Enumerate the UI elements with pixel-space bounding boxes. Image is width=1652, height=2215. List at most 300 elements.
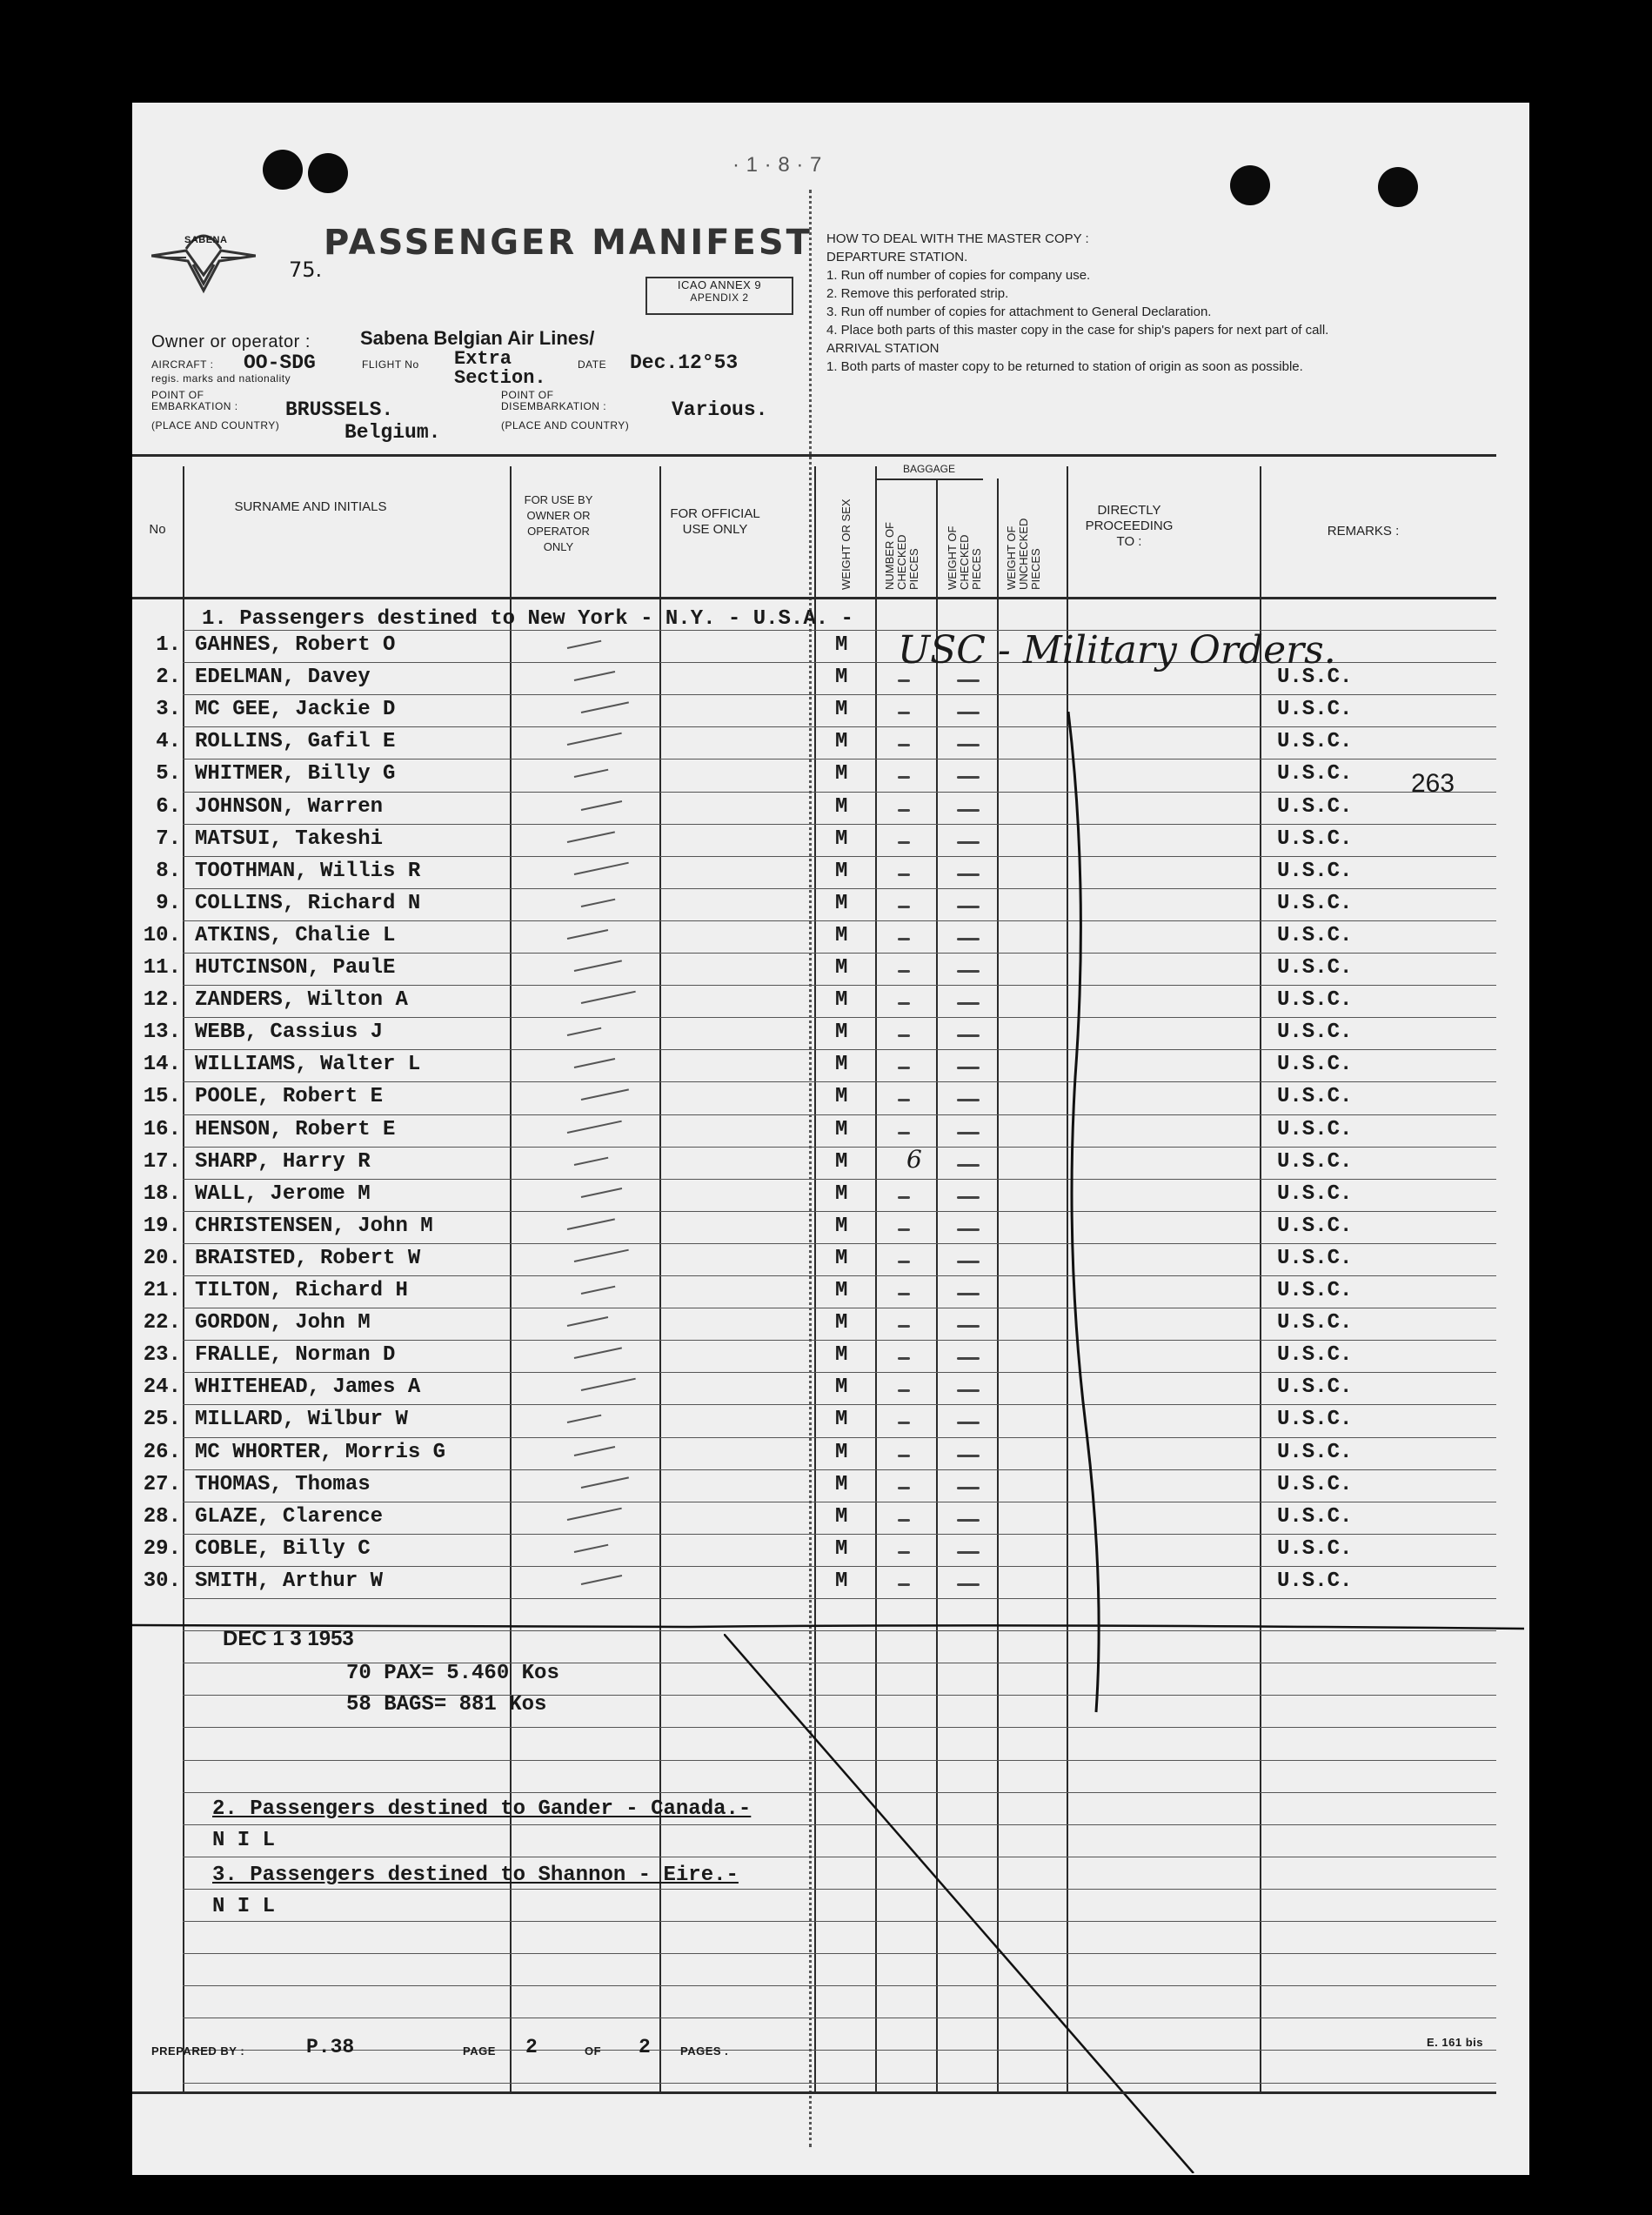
row-name: TOOTHMAN, Willis R: [195, 859, 421, 883]
instruction-4: 4. Place both parts of this master copy in the case for ship's papers for next part of call.: [826, 323, 1329, 338]
check-tick: [567, 1027, 602, 1036]
row-rule: [183, 1147, 1496, 1148]
pieces-dash: [898, 1325, 910, 1328]
pieces-dash: [898, 970, 910, 973]
col-surname: SURNAME AND INITIALS: [234, 499, 387, 514]
row-rule: [183, 1340, 1496, 1341]
col-official-use: FOR OFFICIAL USE ONLY: [670, 506, 760, 537]
of-label: OF: [585, 2044, 602, 2058]
row-number: 1.: [156, 633, 181, 657]
pieces-dash: [898, 1487, 910, 1489]
col-line-3: [659, 466, 661, 2091]
row-sex: M: [835, 1085, 848, 1109]
check-tick: [574, 1348, 622, 1360]
row-rule: [183, 694, 1496, 695]
row-rule: [183, 1049, 1496, 1050]
weight-dash: [957, 1455, 980, 1457]
check-tick: [581, 1476, 629, 1489]
disembark-sub: (PLACE AND COUNTRY): [501, 419, 630, 432]
col-no: No: [149, 522, 166, 537]
row-number: 11.: [143, 956, 181, 980]
row-rule: [183, 920, 1496, 921]
instruction-1: 1. Run off number of copies for company use.: [826, 268, 1091, 283]
check-tick: [574, 1058, 615, 1068]
row-number: 2.: [156, 666, 181, 690]
check-tick: [567, 1415, 602, 1423]
stamp-date: DEC 1 3 1953: [223, 1627, 354, 1650]
row-remarks: U.S.C.: [1277, 666, 1353, 690]
row-remarks: U.S.C.: [1277, 1343, 1353, 1368]
row-remarks: U.S.C.: [1277, 1279, 1353, 1302]
row-sex: M: [835, 1504, 848, 1529]
check-tick: [574, 960, 622, 972]
pieces-dash: [898, 1067, 910, 1069]
row-number: 6.: [156, 794, 181, 819]
row-remarks: U.S.C.: [1277, 1504, 1353, 1529]
baggage-rule: [875, 478, 983, 480]
disembark-value: Various.: [672, 398, 768, 421]
handwritten-number: 263: [1411, 769, 1455, 798]
row-sex: M: [835, 923, 848, 947]
section-2-heading: 2. Passengers destined to Gander - Canada.-: [212, 1797, 752, 1821]
row-rule: [183, 1211, 1496, 1212]
row-remarks: U.S.C.: [1277, 1536, 1353, 1561]
instruction-2: 2. Remove this perforated strip.: [826, 286, 1009, 301]
row-sex: M: [835, 730, 848, 754]
row-name: ROLLINS, Gafil E: [195, 730, 396, 754]
row-name: GLAZE, Clarence: [195, 1504, 384, 1529]
row-number: 20.: [143, 1246, 181, 1270]
weight-dash: [957, 970, 980, 973]
row-name: WILLIAMS, Walter L: [195, 1053, 421, 1077]
row-rule: [183, 1275, 1496, 1276]
row-rule: [183, 953, 1496, 954]
check-tick: [581, 1089, 629, 1101]
icao-line-2: APENDIX 2: [690, 291, 749, 304]
row-sex: M: [835, 988, 848, 1013]
row-sex: M: [835, 1536, 848, 1561]
logo-text: SABENA: [184, 235, 228, 245]
weight-dash: [957, 1002, 980, 1005]
row-number: 18.: [143, 1181, 181, 1206]
row-remarks: U.S.C.: [1277, 1181, 1353, 1206]
row-rule: [183, 726, 1496, 727]
row-number: 5.: [156, 762, 181, 786]
punch-hole-right-1: [1230, 165, 1270, 205]
row-name: WHITMER, Billy G: [195, 762, 396, 786]
row-sex: M: [835, 859, 848, 883]
check-tick: [574, 769, 609, 778]
weight-dash: [957, 744, 980, 746]
row-number: 30.: [143, 1569, 181, 1593]
row-remarks: U.S.C.: [1277, 988, 1353, 1013]
row-rule: [183, 824, 1496, 825]
row-name: SHARP, Harry R: [195, 1149, 371, 1174]
logo-number: 75.: [289, 258, 323, 282]
row-name: GAHNES, Robert O: [195, 633, 396, 657]
row-sex: M: [835, 1343, 848, 1368]
weight-dash: [957, 712, 980, 714]
weight-dash: [957, 1034, 980, 1037]
row-sex: M: [835, 1214, 848, 1238]
row-sex: M: [835, 1408, 848, 1432]
row-remarks: U.S.C.: [1277, 1311, 1353, 1335]
weight-dash: [957, 1487, 980, 1489]
row-number: 13.: [143, 1021, 181, 1045]
row-name: EDELMAN, Davey: [195, 666, 371, 690]
weight-dash: [957, 938, 980, 940]
embark-sub: (PLACE AND COUNTRY): [151, 419, 280, 432]
row-remarks: U.S.C.: [1277, 1375, 1353, 1400]
weight-dash: [957, 1067, 980, 1069]
row-remarks: U.S.C.: [1277, 891, 1353, 915]
section-2-value: N I L: [212, 1829, 276, 1852]
row-number: 26.: [143, 1440, 181, 1464]
handwritten-note: USC - Military Orders.: [898, 628, 1336, 673]
check-tick: [574, 1446, 615, 1456]
weight-dash: [957, 1325, 980, 1328]
aircraft-sub: regis. marks and nationality: [151, 372, 291, 385]
row-remarks: U.S.C.: [1277, 1053, 1353, 1077]
weight-dash: [957, 1099, 980, 1101]
row-sex: M: [835, 1117, 848, 1141]
instruction-3: 3. Run off number of copies for attachment to General Declaration.: [826, 304, 1212, 319]
row-rule: [183, 1469, 1496, 1470]
punch-hole-left-2: [308, 153, 348, 193]
row-rule: [183, 1598, 1496, 1599]
row-rule: [183, 985, 1496, 986]
row-sex: M: [835, 1375, 848, 1400]
prepared-label: PREPARED BY :: [151, 2044, 245, 2058]
aircraft-value: OO-SDG: [244, 351, 316, 374]
instructions-departure: DEPARTURE STATION.: [826, 250, 968, 264]
pieces-dash: [898, 906, 910, 908]
weight-dash: [957, 1583, 980, 1586]
row-name: MATSUI, Takeshi: [195, 826, 384, 851]
row-number: 24.: [143, 1375, 181, 1400]
row-number: 25.: [143, 1408, 181, 1432]
check-tick: [567, 1316, 608, 1327]
row-remarks: U.S.C.: [1277, 1440, 1353, 1464]
row-remarks: U.S.C.: [1277, 1149, 1353, 1174]
row-name: WEBB, Cassius J: [195, 1021, 384, 1045]
col-line-2: [510, 466, 512, 2091]
weight-dash: [957, 1389, 980, 1392]
row-sex: M: [835, 794, 848, 819]
row-name: MILLARD, Wilbur W: [195, 1408, 408, 1432]
row-number: 14.: [143, 1053, 181, 1077]
weight-dash: [957, 1519, 980, 1522]
row-rule: [183, 1114, 1496, 1115]
check-tick: [567, 1218, 615, 1230]
pieces-dash: [898, 1357, 910, 1360]
owner-value: Sabena Belgian Air Lines/: [360, 327, 595, 349]
embark-label: POINT OF EMBARKATION :: [151, 389, 238, 412]
row-rule: [183, 1566, 1496, 1567]
check-tick: [574, 1249, 629, 1262]
check-tick: [567, 640, 602, 649]
row-pieces: 6: [906, 1144, 922, 1174]
check-tick: [581, 1286, 616, 1295]
check-tick: [574, 861, 629, 874]
row-name: ATKINS, Chalie L: [195, 923, 396, 947]
row-name: THOMAS, Thomas: [195, 1472, 371, 1496]
punch-hole-left-1: [263, 150, 303, 190]
col-weight-sex: WEIGHT OR SEX: [839, 499, 853, 590]
row-number: 21.: [143, 1279, 181, 1302]
weight-dash: [957, 1164, 980, 1167]
col-weight-unchecked: WEIGHT OF UNCHECKED PIECES: [1005, 518, 1042, 590]
col-baggage: BAGGAGE: [902, 463, 956, 475]
pieces-dash: [898, 1551, 910, 1554]
pencil-marks: · 1 · 8 · 7: [732, 153, 822, 177]
check-tick: [581, 1188, 622, 1198]
row-rule: [183, 1081, 1496, 1082]
total-underline: [132, 1616, 1524, 1643]
pieces-dash: [898, 809, 910, 812]
check-tick: [581, 899, 616, 907]
pieces-dash: [898, 679, 910, 682]
weight-dash: [957, 1357, 980, 1360]
pieces-dash: [898, 1455, 910, 1457]
page-title: PASSENGER MANIFEST: [324, 223, 813, 263]
row-sex: M: [835, 1149, 848, 1174]
check-tick: [574, 1544, 609, 1553]
row-number: 7.: [156, 826, 181, 851]
instruction-arrival-1: 1. Both parts of master copy to be returned to station of origin as soon as possible.: [826, 359, 1303, 374]
check-tick: [581, 1378, 636, 1391]
pieces-dash: [898, 1519, 910, 1522]
date-value: Dec.12°53: [630, 351, 739, 374]
col-remarks: REMARKS :: [1327, 524, 1400, 539]
row-rule: [183, 792, 1496, 793]
check-tick: [581, 1575, 622, 1585]
row-number: 16.: [143, 1117, 181, 1141]
row-name: GORDON, John M: [195, 1311, 371, 1335]
check-tick: [567, 1120, 622, 1133]
row-remarks: U.S.C.: [1277, 826, 1353, 851]
row-remarks: U.S.C.: [1277, 956, 1353, 980]
row-sex: M: [835, 1569, 848, 1593]
row-rule: [183, 888, 1496, 889]
check-tick: [567, 831, 615, 843]
row-number: 29.: [143, 1536, 181, 1561]
row-remarks: U.S.C.: [1277, 923, 1353, 947]
section-3-value: N I L: [212, 1895, 276, 1918]
row-sex: M: [835, 1279, 848, 1302]
row-number: 22.: [143, 1311, 181, 1335]
pieces-dash: [898, 1132, 910, 1134]
row-remarks: U.S.C.: [1277, 1085, 1353, 1109]
row-name: JOHNSON, Warren: [195, 794, 384, 819]
weight-dash: [957, 1422, 980, 1424]
col-owner-use: FOR USE BY OWNER OR OPERATOR ONLY: [524, 493, 593, 553]
pieces-dash: [898, 1422, 910, 1424]
pieces-dash: [898, 873, 910, 876]
check-tick: [581, 991, 636, 1004]
row-number: 23.: [143, 1343, 181, 1368]
row-sex: M: [835, 1440, 848, 1464]
disembark-label: POINT OF DISEMBARKATION :: [501, 389, 607, 412]
flight-label: FLIGHT No: [362, 358, 419, 371]
pieces-dash: [898, 841, 910, 844]
pieces-dash: [898, 1228, 910, 1231]
row-name: TILTON, Richard H: [195, 1279, 408, 1302]
pieces-dash: [898, 1099, 910, 1101]
embark-country: Belgium.: [344, 421, 441, 444]
row-sex: M: [835, 1021, 848, 1045]
weight-dash: [957, 809, 980, 812]
row-remarks: U.S.C.: [1277, 1021, 1353, 1045]
manifest-sheet: [132, 103, 1529, 2175]
row-sex: M: [835, 1311, 848, 1335]
row-rule: [183, 1534, 1496, 1535]
instructions-title: HOW TO DEAL WITH THE MASTER COPY :: [826, 231, 1089, 246]
check-tick: [567, 733, 622, 746]
pieces-dash: [898, 712, 910, 714]
of-value: 2: [639, 2036, 651, 2058]
row-sex: M: [835, 666, 848, 690]
pieces-dash: [898, 1261, 910, 1263]
weight-dash: [957, 1228, 980, 1231]
weight-dash: [957, 776, 980, 779]
aircraft-label: AIRCRAFT :: [151, 358, 214, 371]
row-remarks: U.S.C.: [1277, 762, 1353, 786]
row-name: COLLINS, Richard N: [195, 891, 421, 915]
row-remarks: U.S.C.: [1277, 1472, 1353, 1496]
row-sex: M: [835, 826, 848, 851]
row-remarks: U.S.C.: [1277, 1408, 1353, 1432]
section-1-heading: 1. Passengers destined to New York - N.Y. - U.S.A. -: [202, 607, 853, 631]
icao-line-1: ICAO ANNEX 9: [677, 278, 762, 291]
col-checked-pieces: NUMBER OF CHECKED PIECES: [883, 522, 920, 590]
row-remarks: U.S.C.: [1277, 1117, 1353, 1141]
row-name: ZANDERS, Wilton A: [195, 988, 408, 1013]
row-remarks: U.S.C.: [1277, 1569, 1353, 1593]
row-name: COBLE, Billy C: [195, 1536, 371, 1561]
row-sex: M: [835, 891, 848, 915]
row-sex: M: [835, 1472, 848, 1496]
pages-label: PAGES .: [680, 2044, 729, 2058]
row-number: 10.: [143, 923, 181, 947]
check-tick: [574, 1156, 609, 1165]
row-sex: M: [835, 956, 848, 980]
row-number: 15.: [143, 1085, 181, 1109]
pieces-dash: [898, 1389, 910, 1392]
page-value: 2: [525, 2036, 538, 2058]
row-name: WALL, Jerome M: [195, 1181, 371, 1206]
row-remarks: U.S.C.: [1277, 730, 1353, 754]
row-rule: [183, 1243, 1496, 1244]
instructions-arrival: ARRIVAL STATION: [826, 341, 940, 356]
weight-dash: [957, 679, 980, 682]
row-remarks: U.S.C.: [1277, 698, 1353, 722]
row-sex: M: [835, 762, 848, 786]
row-name: MC GEE, Jackie D: [195, 698, 396, 722]
row-sex: M: [835, 1053, 848, 1077]
weight-dash: [957, 1196, 980, 1199]
row-sex: M: [835, 1246, 848, 1270]
col-line-1: [183, 466, 184, 2091]
check-tick: [574, 671, 615, 681]
row-rule: [183, 1404, 1496, 1405]
row-rule: [183, 1179, 1496, 1180]
handwritten-bracket: [1065, 712, 1117, 1721]
row-number: 28.: [143, 1504, 181, 1529]
icao-box: [645, 277, 793, 315]
row-remarks: U.S.C.: [1277, 794, 1353, 819]
footer-rule: [132, 2091, 1496, 2094]
col-directly: DIRECTLY PROCEEDING TO :: [1085, 503, 1174, 549]
row-rule: [183, 1372, 1496, 1373]
row-name: FRALLE, Norman D: [195, 1343, 396, 1368]
col-line-9: [1260, 466, 1261, 2091]
weight-dash: [957, 1551, 980, 1554]
section-3-heading: 3. Passengers destined to Shannon - Eire.-: [212, 1864, 739, 1887]
row-rule: [183, 1017, 1496, 1018]
pieces-dash: [898, 938, 910, 940]
row-sex: M: [835, 698, 848, 722]
row-name: CHRISTENSEN, John M: [195, 1214, 433, 1238]
embark-value: BRUSSELS.: [285, 398, 394, 421]
row-number: 4.: [156, 730, 181, 754]
check-tick: [581, 800, 622, 811]
row-rule: [183, 1437, 1496, 1438]
row-number: 17.: [143, 1149, 181, 1174]
row-name: SMITH, Arthur W: [195, 1569, 384, 1593]
weight-dash: [957, 873, 980, 876]
weight-dash: [957, 1293, 980, 1295]
row-number: 9.: [156, 891, 181, 915]
row-name: BRAISTED, Robert W: [195, 1246, 421, 1270]
weight-dash: [957, 1132, 980, 1134]
flight-value: Extra Section.: [454, 348, 546, 389]
row-name: HENSON, Robert E: [195, 1117, 396, 1141]
pieces-dash: [898, 1002, 910, 1005]
row-name: POOLE, Robert E: [195, 1085, 384, 1109]
owner-label: Owner or operator :: [151, 332, 311, 351]
check-tick: [581, 702, 629, 714]
pieces-dash: [898, 1293, 910, 1295]
row-name: MC WHORTER, Morris G: [195, 1440, 446, 1464]
pieces-dash: [898, 1196, 910, 1199]
row-remarks: U.S.C.: [1277, 1214, 1353, 1238]
header-rule-top: [132, 454, 1496, 457]
instructions-block: [826, 230, 1383, 376]
row-rule: [183, 759, 1496, 760]
weight-dash: [957, 841, 980, 844]
row-remarks: U.S.C.: [1277, 1246, 1353, 1270]
check-tick: [567, 929, 608, 940]
row-name: WHITEHEAD, James A: [195, 1375, 421, 1400]
form-code: E. 161 bis: [1427, 2036, 1483, 2049]
row-rule: [183, 856, 1496, 857]
punch-hole-right-2: [1378, 167, 1418, 207]
prepared-value: P.38: [306, 2036, 355, 2058]
date-label: DATE: [578, 358, 607, 371]
check-tick: [567, 1507, 622, 1520]
total-bags: 58 BAGS= 881 Kos: [346, 1693, 547, 1716]
row-sex: M: [835, 1181, 848, 1206]
pieces-dash: [898, 1583, 910, 1586]
weight-dash: [957, 1261, 980, 1263]
pieces-dash: [898, 1034, 910, 1037]
pieces-dash: [898, 744, 910, 746]
row-sex: M: [835, 633, 848, 657]
row-number: 12.: [143, 988, 181, 1013]
row-remarks: U.S.C.: [1277, 859, 1353, 883]
weight-dash: [957, 906, 980, 908]
